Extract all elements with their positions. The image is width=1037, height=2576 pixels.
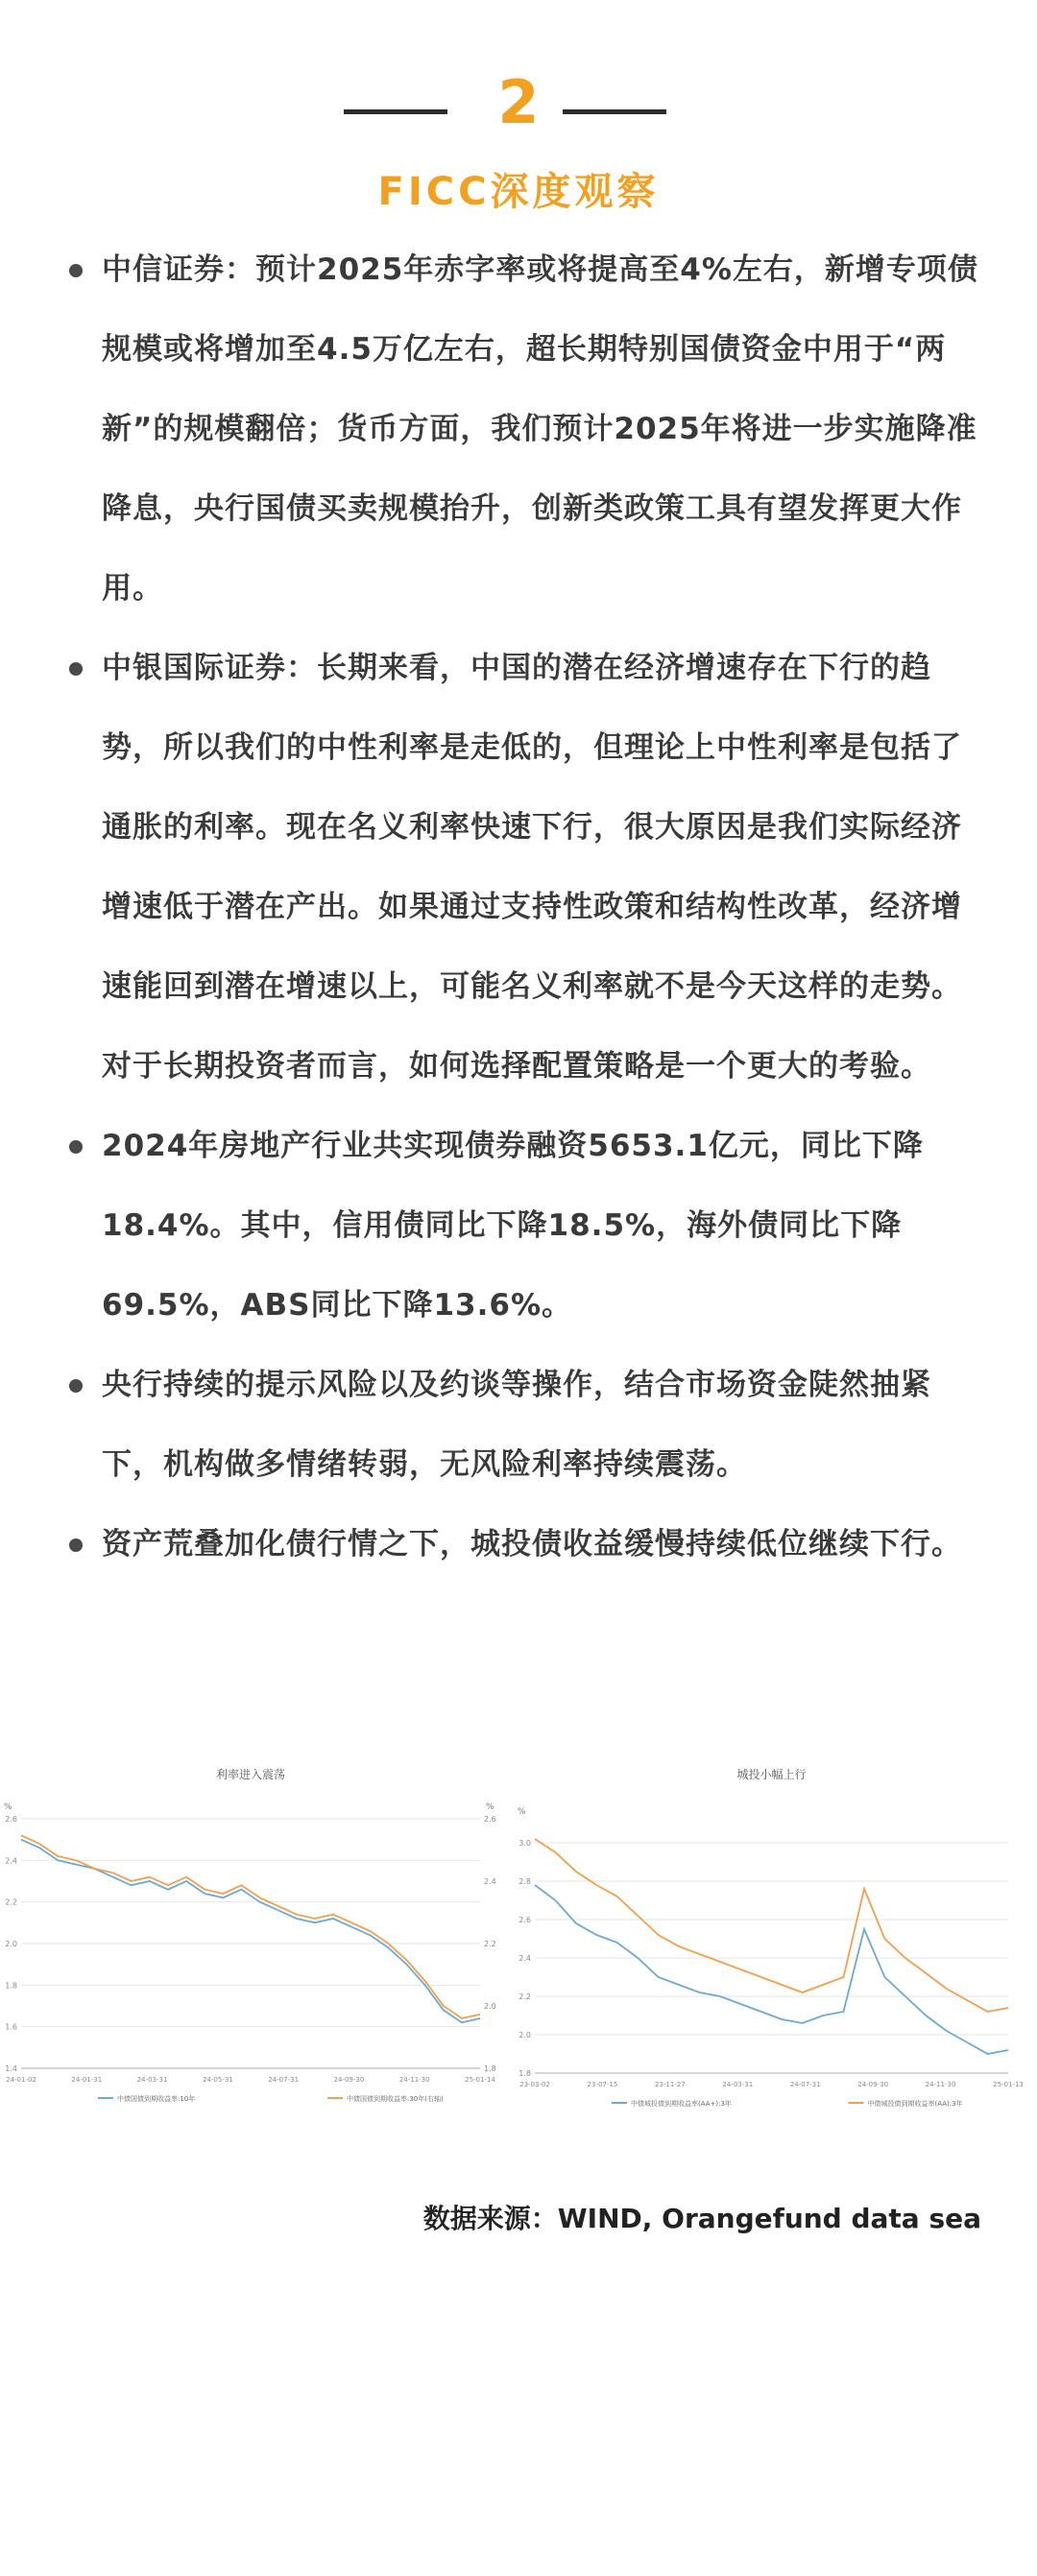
y-tick-label: 2.2 [5,1897,17,1907]
x-tick-label: 24-05-31 [202,2076,233,2084]
x-tick-label: 24-11-30 [925,2081,956,2088]
y-tick-label: 1.6 [5,2022,17,2032]
bullet-item [69,1346,991,1505]
y-tick-label: 1.4 [5,2064,17,2073]
x-tick-label: 24-03-31 [136,2076,168,2084]
chart-chengtou [514,1752,1037,2116]
y-tick-label: 2.6 [518,1916,531,1924]
y2-tick-label: 2.0 [484,2002,496,2011]
x-tick-label: 25-01-13 [993,2081,1024,2088]
y-tick-label: 1.8 [5,1981,17,1991]
chart-title: 利率进入震荡 [215,1768,286,1781]
bullet-text: 2024年房地产行业共实现债券融资5653.1亿元，同比下降18.4%。其中，信用债同比下降18.5%，海外债同比下降69.5%，ABS同比下降13.6%。 [102,1129,924,1323]
bullet-dot [69,1379,83,1393]
y-tick-label: 2.8 [518,1877,531,1886]
chart-rates [0,1752,509,2116]
y2-tick-label: 1.8 [484,2064,496,2073]
y-tick-label: 2.0 [5,1940,17,1948]
x-tick-label: 24-07-31 [268,2076,300,2084]
x-tick-label: 24-07-31 [789,2081,821,2088]
section-number: 2 [497,67,540,137]
section-header [0,60,1037,137]
section-title: FICC深度观察 [377,170,660,214]
y2-tick-label: 2.6 [484,1815,496,1824]
x-tick-label: 24-01-31 [71,2076,103,2084]
y-tick-label: 2.4 [5,1856,17,1866]
y2-axis-unit: % [486,1802,494,1812]
charts-area [0,1752,1037,2116]
data-source: 数据来源：WIND, Orangefund data sea [422,2203,981,2234]
bullet-text: 中信证券：预计2025年赤字率或将提高至4%左右，新增专项债规模或将增加至4.5万亿左右，超长期特别国债资金中用于“两新”的规模翻倍；货币方面，我们预计2025年将进一步实施降准降息，央行国债买卖规模抬升，创新类政策工具有望发挥更大作用。 [102,252,978,606]
x-tick-label: 23-07-15 [587,2081,618,2088]
bullet-list [69,230,991,1585]
bullet-dot [69,264,83,277]
y-tick-label: 2.4 [518,1954,531,1963]
y-tick-label: 2.6 [5,1815,17,1824]
series-line-1 [21,1835,480,2018]
series-line-0 [535,1885,1008,2054]
x-tick-label: 23-11-27 [654,2081,686,2088]
bullet-dot [69,1538,83,1552]
bullet-item [69,1505,991,1585]
bullet-dot [69,1140,83,1154]
bullet-text: 央行持续的提示风险以及约谈等操作，结合市场资金陡然抽紧下，机构做多情绪转弱，无风险利率持续震荡。 [102,1368,931,1482]
x-tick-label: 24-01-02 [6,2076,36,2084]
bullet-dot [69,662,83,676]
y-tick-label: 1.8 [518,2069,531,2078]
x-tick-label: 24-11-30 [398,2076,430,2084]
bullet-text: 资产荒叠加化债行情之下，城投债收益缓慢持续低位继续下行。 [102,1527,962,1562]
y-tick-label: 3.0 [518,1839,531,1848]
y-axis-unit: % [518,1807,526,1817]
chart-title: 城投小幅上行 [736,1768,807,1781]
y2-tick-label: 2.4 [484,1877,496,1886]
bullet-item [69,629,991,1107]
chart-rates-svg [0,1752,509,2116]
x-tick-label: 24-09-30 [857,2081,889,2088]
x-tick-label: 24-09-30 [333,2076,365,2084]
series-line-1 [535,1839,1008,2012]
legend-label: 中债国债到期收益率:10年 [117,2095,196,2103]
x-tick-label: 25-01-14 [465,2076,495,2084]
header-right-rule [563,109,666,114]
y-axis-unit: % [4,1802,12,1812]
bullet-item [69,1107,991,1346]
bullet-text: 中银国际证券：长期来看，中国的潜在经济增速存在下行的趋势，所以我们的中性利率是走低的，但理论上中性利率是包括了通胀的利率。现在名义利率快速下行，很大原因是我们实际经济增速低于潜在产出。如果通过支持性政策和结构性改革，经济增速能回到潜在增速以上，可能名义利率就不是今天这样的走势。对于长期投资者而言，如何选择配置策略是一个更大的考验。 [102,651,962,1084]
legend-label: 中债国债到期收益率:30年(右轴) [347,2095,444,2103]
y-tick-label: 2.2 [518,1992,531,2001]
chart-chengtou-svg [514,1752,1037,2116]
x-tick-label: 23-03-02 [519,2081,550,2088]
legend-label: 中债城投债到期收益率(AA):3年 [867,2100,963,2108]
bullet-item [69,230,991,629]
x-tick-label: 24-03-31 [722,2081,754,2088]
y-tick-label: 2.0 [518,2031,531,2039]
legend-label: 中债城投债到期收益率(AA+):3年 [631,2100,732,2108]
y2-tick-label: 2.2 [484,1940,496,1948]
